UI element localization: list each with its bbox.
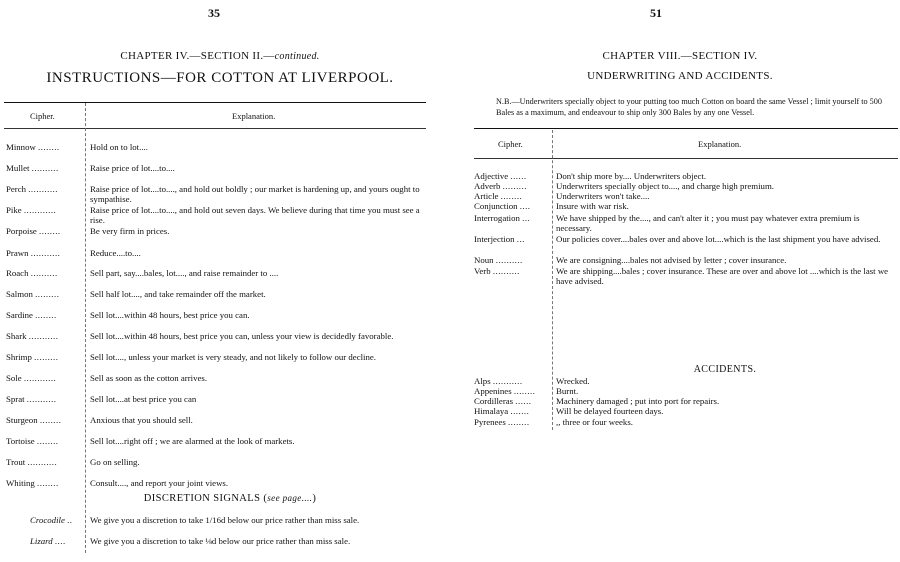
cipher-label: Whiting: [6, 478, 35, 488]
leader-dots: ............: [23, 373, 57, 383]
cipher-label: Tortoise: [6, 436, 35, 446]
cipher-word: [474, 255, 523, 265]
leader-dots: ...: [522, 213, 531, 223]
cipher-label: Sprat: [6, 394, 25, 404]
cipher-label: Prawn: [6, 248, 29, 258]
cipher-word: [474, 376, 523, 386]
explanation-text: Anxious that you should sell.: [90, 415, 193, 425]
explanation-text: Raise price of lot....to....: [90, 163, 175, 173]
cipher-label: Pyrenees: [474, 417, 506, 427]
cipher-label: Adverb: [474, 181, 501, 191]
cipher-label: Mullet: [6, 163, 30, 173]
explanation-text: Consult...., and report your joint views.: [90, 478, 229, 488]
explanation-text: Sell lot...., unless your market is very steady, and not likely to follow our decline.: [90, 352, 377, 362]
explanation-text: Insure with war risk.: [556, 201, 629, 211]
cipher-word: [6, 184, 58, 194]
page-title: INSTRUCTIONS—FOR COTTON AT LIVERPOOL.: [46, 70, 394, 86]
explanation-text: Raise price of lot....to...., and hold out seven days. We believe during that time you must see a rise.: [90, 205, 420, 225]
leader-dots: ..........: [495, 255, 523, 265]
cipher-word: [474, 234, 525, 244]
explanation-text: Go on selling.: [90, 457, 140, 467]
explanation-text: Be very firm in prices.: [90, 226, 170, 236]
leader-dots: ...........: [28, 331, 59, 341]
leader-dots: .........: [34, 352, 59, 362]
page-number: 35: [208, 6, 220, 20]
cipher-label: Conjunction: [474, 201, 518, 211]
cipher-label: Salmon: [6, 289, 33, 299]
explanation-text: Sell lot....within 48 hours, best price you can.: [90, 310, 250, 320]
leader-dots: ...........: [30, 248, 61, 258]
leader-dots: ....: [519, 201, 531, 211]
explanation-text: Sell part, say....bales, lot...., and raise remainder to ....: [90, 268, 279, 278]
cipher-label: Alps: [474, 376, 491, 386]
leader-dots: ........: [39, 415, 62, 425]
cipher-word: [6, 457, 57, 467]
leader-dots: ........: [507, 417, 530, 427]
cipher-word: [474, 213, 530, 223]
cipher-label: Trout: [6, 457, 26, 467]
chapter-heading: CHAPTER IV.—SECTION II.—continued.: [120, 50, 320, 62]
cipher-label: Porpoise: [6, 226, 37, 236]
col-cipher: Cipher.: [498, 139, 523, 149]
cipher-label: Shark: [6, 331, 27, 341]
discretion-signals-heading: DISCRETION SIGNALS (see page....): [143, 493, 317, 504]
cipher-label: Adjective: [474, 171, 509, 181]
cipher-label: Verb: [474, 266, 491, 276]
leader-dots: ............: [23, 205, 57, 215]
explanation-text: ,, three or four weeks.: [556, 417, 633, 427]
leader-dots: ..: [67, 515, 73, 525]
cipher-label: Appenines: [474, 386, 512, 396]
explanation-text: We give you a discretion to take 1/16d below our price rather than miss sale.: [90, 515, 360, 525]
cipher-word: [474, 181, 527, 191]
leader-dots: .........: [35, 289, 60, 299]
leader-dots: ......: [510, 171, 527, 181]
chapter-heading: CHAPTER VIII.—SECTION IV.: [602, 50, 758, 62]
explanation-text: Wrecked.: [556, 376, 590, 386]
cipher-label: Roach: [6, 268, 29, 278]
explanation-text: Hold on to lot....: [90, 142, 148, 152]
leader-dots: ..........: [492, 266, 520, 276]
cipher-word: [6, 478, 59, 488]
leader-dots: ....: [54, 536, 66, 546]
leader-dots: ...........: [26, 394, 57, 404]
explanation-text: Sell as soon as the cotton arrives.: [90, 373, 208, 383]
leader-dots: ..........: [31, 163, 59, 173]
cipher-word: [6, 205, 56, 215]
cipher-label: Minnow: [6, 142, 36, 152]
explanation-text: Sell lot....right off ; we are alarmed at the look of markets.: [90, 436, 295, 446]
explanation-text: Our policies cover....bales over and above lot....which is the last shipment you have advised.: [556, 234, 881, 244]
leader-dots: ........: [36, 436, 59, 446]
leader-dots: ........: [500, 191, 523, 201]
cipher-label: Sole: [6, 373, 22, 383]
cipher-word: [474, 191, 522, 201]
column-divider: [552, 130, 553, 430]
explanation-text: We give you a discretion to take ⅛d below our price rather than miss sale.: [90, 536, 351, 546]
cipher-word: [474, 171, 527, 181]
cipher-word: [6, 310, 57, 320]
leader-dots: ...........: [28, 184, 58, 194]
cipher-word: [6, 415, 61, 425]
cipher-label: Shrimp: [6, 352, 32, 362]
cipher-word: [6, 268, 58, 278]
cipher-word: [474, 201, 531, 211]
header-rule: [474, 158, 898, 159]
page-number: 51: [650, 6, 662, 20]
cipher-word: [474, 386, 535, 396]
nb-note: N.B.—Underwriters specially object to your putting too much Cotton on board the same Vessel ; limit yourself to 500 Bales as a maximum, and endeavour to ship only 300 Bales by any one Vessel.: [496, 97, 882, 117]
leader-dots: ...: [516, 234, 525, 244]
explanation-text: We have shipped by the...., and can't alter it ; you must pay whatever extra premium is necessary.: [556, 213, 860, 233]
col-cipher: Cipher.: [30, 111, 55, 121]
leader-dots: .........: [502, 181, 527, 191]
top-rule: [4, 102, 426, 103]
cipher-word: [6, 226, 61, 236]
col-explanation: Explanation.: [232, 111, 276, 121]
explanation-text: Will be delayed fourteen days.: [556, 406, 664, 416]
explanation-text: Underwriters won't take....: [556, 191, 650, 201]
cipher-word: [30, 536, 66, 546]
cipher-label: Cordilleras: [474, 396, 514, 406]
top-rule: [474, 128, 898, 129]
leader-dots: ..........: [30, 268, 58, 278]
explanation-text: Machinery damaged ; put into port for repairs.: [556, 396, 720, 406]
cipher-word: [6, 163, 59, 173]
cipher-word: [474, 406, 529, 416]
cipher-word: [6, 394, 56, 404]
section-title: UNDERWRITING AND ACCIDENTS.: [587, 70, 773, 82]
leader-dots: ........: [39, 226, 61, 236]
left-page: [0, 0, 440, 562]
explanation-text: Burnt.: [556, 386, 579, 396]
cipher-word: [6, 331, 58, 341]
leader-dots: ...........: [27, 457, 58, 467]
col-explanation: Explanation.: [698, 139, 742, 149]
cipher-label: Pike: [6, 205, 22, 215]
explanation-text: Raise price of lot....to...., and hold out boldly ; our market is hardening up, and yours ought to sympathise.: [90, 184, 420, 204]
cipher-label: Perch: [6, 184, 27, 194]
cipher-label: Article: [474, 191, 499, 201]
cipher-label: Himalaya: [474, 406, 509, 416]
explanation-text: Reduce....to....: [90, 248, 141, 258]
cipher-label: Sturgeon: [6, 415, 38, 425]
cipher-word: [6, 436, 59, 446]
cipher-label: Lizard: [30, 536, 53, 546]
cipher-label: Interjection: [474, 234, 515, 244]
cipher-word: [6, 289, 59, 299]
explanation-text: Sell half lot...., and take remainder off the market.: [90, 289, 266, 299]
cipher-word: [474, 396, 532, 406]
explanation-text: Sell lot....within 48 hours, best price you can, unless your view is decidedly favorable.: [90, 331, 394, 341]
cipher-label: Noun: [474, 255, 494, 265]
cipher-word: [474, 417, 530, 427]
leader-dots: ......: [515, 396, 532, 406]
cipher-word: [30, 515, 72, 525]
explanation-text: We are consigning....bales not advised by letter ; cover insurance.: [556, 255, 787, 265]
cipher-word: [6, 352, 58, 362]
leader-dots: ........: [37, 478, 59, 488]
leader-dots: ........: [513, 386, 536, 396]
leader-dots: ........: [35, 310, 57, 320]
cipher-word: [6, 373, 56, 383]
accidents-heading: ACCIDENTS.: [693, 364, 757, 375]
cipher-word: [6, 248, 60, 258]
cipher-label: Crocodile: [30, 515, 65, 525]
explanation-text: Don't ship more by.... Underwriters object.: [556, 171, 707, 181]
leader-dots: ........: [38, 142, 60, 152]
explanation-text: We are shipping....bales ; cover insurance. These are over and above lot ....which is the last we have advised.: [556, 266, 889, 286]
cipher-word: [6, 142, 60, 152]
explanation-text: Sell lot....at best price you can: [90, 394, 197, 404]
explanation-text: Underwriters specially object to...., and charge high premium.: [556, 181, 774, 191]
leader-dots: ...........: [492, 376, 523, 386]
cipher-label: Sardine: [6, 310, 33, 320]
header-rule: [4, 128, 426, 129]
cipher-word: [474, 266, 520, 276]
leader-dots: .......: [510, 406, 530, 416]
right-page: [460, 0, 900, 562]
cipher-label: Interrogation: [474, 213, 520, 223]
column-divider: [85, 103, 86, 553]
